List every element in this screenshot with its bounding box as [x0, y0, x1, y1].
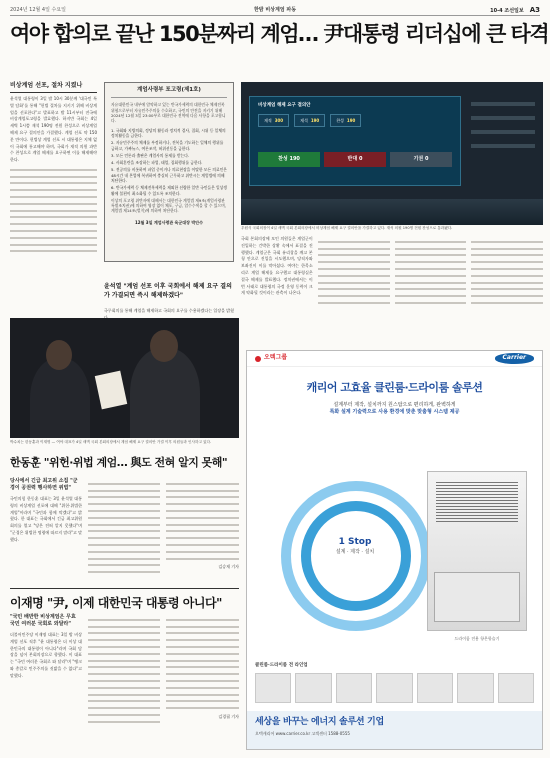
text-line — [88, 714, 160, 716]
text-line — [10, 237, 97, 239]
text-line — [88, 639, 160, 641]
text-line — [88, 660, 160, 662]
text-line — [318, 261, 390, 263]
text-line — [88, 551, 160, 553]
text-line — [166, 639, 239, 641]
stat-present: 재석 190 — [294, 114, 325, 127]
text-line — [471, 261, 543, 263]
middle-column — [318, 236, 390, 309]
text-line — [318, 288, 390, 290]
text-line — [10, 196, 97, 198]
decree-title: 계엄사령부 포고령(제1호) — [111, 87, 227, 98]
text-line — [318, 268, 390, 270]
middle-article-text: 국회 본회의장에 모인 의원들은 계엄군이 진입하는 긴박한 상황 속에서 표결을 진행했다. 계엄군은 국회 유리창을 깨고 본청 안으로 진입을 시도했으며, 당직자와 보좌진이 이를 막아섰다. 여야는 한목소리로 계엄 해제를 요구했고 대통령실은 결국 해제를 발표했다. 정치권에서는 이번 사태로 대통령의 국정 운영 동력이 크게 약화될 것이라는 관측이 나온다. — [241, 236, 313, 296]
one-stop-badge: 1 Stop 설계 · 제작 · 설치 — [323, 523, 387, 587]
one-stop-diagram — [271, 471, 441, 661]
text-line — [166, 680, 239, 682]
text-line — [395, 288, 467, 290]
text-line — [88, 673, 160, 675]
text-line — [88, 571, 160, 573]
text-line — [166, 503, 239, 505]
text-line — [166, 687, 239, 689]
text-line — [10, 210, 97, 212]
text-line — [88, 564, 160, 566]
text-line — [166, 551, 239, 553]
product-thumb — [457, 673, 493, 703]
text-line — [166, 673, 239, 675]
text-line — [88, 653, 160, 655]
ad-footer — [247, 711, 542, 749]
han-article-headline: 한동훈 "위헌·위법 계엄… 與도 전혀 알지 못해" — [10, 456, 228, 469]
text-line — [318, 282, 390, 284]
tally-abstain: 기권 0 — [390, 152, 452, 167]
text-line — [88, 619, 160, 621]
text-line — [10, 244, 97, 246]
text-line — [318, 295, 390, 297]
text-line — [166, 490, 239, 492]
ad-copy-line: 설계부터 제작, 설치까지 원스탑으로 편리하게, 완벽하게 — [333, 401, 456, 408]
text-line — [88, 510, 160, 512]
assembly-floor — [241, 199, 543, 225]
text-line — [88, 626, 160, 628]
text-line — [395, 275, 467, 277]
ad-brand: 오텍그룹 — [255, 354, 287, 362]
text-line — [88, 490, 160, 492]
text-line — [88, 544, 160, 546]
text-line — [166, 510, 239, 512]
product-thumb — [376, 673, 412, 703]
decree-item: 3. 모든 언론과 출판은 계엄사의 통제를 받는다. — [111, 152, 190, 158]
text-line — [88, 694, 160, 696]
text-line — [88, 483, 160, 485]
text-line — [88, 537, 160, 539]
han-lee-photo — [10, 318, 239, 438]
gallery-row — [471, 102, 535, 106]
han-article-subhead: 당사에서 긴급 최고위 소집 "군경이 공권력 행사하면 위법" — [10, 478, 78, 491]
paper-sheet — [95, 371, 128, 410]
text-line — [166, 537, 239, 539]
tally-no: 반대 0 — [324, 152, 386, 167]
product-thumb — [255, 673, 291, 703]
han-article-body: 국민의힘 한동훈 대표는 3일 윤석열 대통령의 비상계엄 선포에 대해 "위헌·위법한 계엄"이라며 "국민과 함께 막겠다"고 밝혔다. 한 대표는 국회에서 긴급 최고위원회의를 열고 "당은 전혀 알지 못했다"며 "군경은 위법한 명령에 따르지 말라"고 말했다. — [10, 496, 82, 542]
text-line — [10, 216, 97, 218]
text-line — [395, 295, 467, 297]
text-line — [166, 646, 239, 648]
tally-yes: 찬성 190 — [258, 152, 320, 167]
product-lineup — [255, 673, 534, 703]
product-thumb — [336, 673, 372, 703]
text-line — [88, 680, 160, 682]
person-head — [150, 330, 178, 362]
masthead-right — [363, 6, 540, 15]
vote-photo-caption: 우원식 국회의장이 4일 새벽 국회 본회의장에서 비상계엄 해제 요구 결의안을 가결하고 있다. 재석 의원 190명 전원 찬성으로 통과됐다. — [241, 226, 453, 230]
text-line — [318, 302, 390, 304]
text-line — [88, 530, 160, 532]
text-line — [471, 268, 543, 270]
text-line — [166, 496, 239, 498]
middle-article-columns — [241, 236, 543, 309]
ad-copy — [247, 402, 542, 416]
lee-article-col — [166, 614, 239, 721]
product-thumb — [295, 673, 331, 703]
text-line — [395, 248, 467, 250]
lee-byline: 김경필 기자 — [218, 713, 239, 719]
product-thumb — [498, 673, 534, 703]
left-subhead: 비상계엄 선포, 절차 지켰나 — [10, 82, 97, 93]
decree-signature: 12월 3일 계엄사령관 육군대장 박안수 — [134, 219, 203, 225]
ad-copy-line: 특화 설계 기술력으로 사용 환경에 맞춘 맞춤형 시스템 제공 — [329, 408, 460, 415]
text-line — [166, 626, 239, 628]
text-line — [88, 558, 160, 560]
vote-result-screen — [249, 96, 461, 186]
otec-logo-icon — [255, 356, 261, 362]
page-number: A3 — [529, 5, 541, 14]
text-line — [471, 282, 543, 284]
text-line — [471, 254, 543, 256]
text-line — [88, 687, 160, 689]
text-line — [88, 721, 160, 723]
text-line — [395, 268, 467, 270]
gallery-row — [471, 116, 535, 120]
text-line — [10, 250, 97, 252]
left-column — [10, 82, 97, 257]
gallery-row — [471, 130, 535, 134]
screen-title: 비상계엄 해제 요구 결의안 — [258, 103, 311, 108]
text-line — [166, 700, 239, 702]
text-line — [166, 660, 239, 662]
decree-item: 1. 국회와 지방의회, 정당의 활동과 정치적 결사, 집회, 시위 등 일체의 정치활동을 금한다. — [111, 127, 226, 138]
text-line — [88, 496, 160, 498]
yoon-quote: 윤석열 "계엄 선포 이후 국회에서 해제 요구 결의가 가결되면 즉시 해제하겠다" — [104, 283, 232, 299]
ad-title: 캐리어 고효율 클린룸·드라이룸 솔루션 — [306, 381, 483, 394]
text-line — [88, 517, 160, 519]
text-line — [395, 282, 467, 284]
text-line — [318, 275, 390, 277]
text-line — [166, 544, 239, 546]
quote-note: 국무회의를 통해 계엄을 해제하고 국회의 요구를 수용하겠다는 입장을 밝혔 — [104, 308, 234, 313]
han-article-col — [88, 478, 160, 578]
masthead-paper: 10-4 조선일보 — [490, 7, 524, 14]
text-line — [318, 254, 390, 256]
han-article-col — [166, 478, 239, 571]
person-figure — [30, 358, 90, 438]
decree-intro: 자유대한민국 내부에 암약하고 있는 반국가세력의 대한민국 체제전복 위협으로부터 자유민주주의를 수호하고, 국민의 안전을 지키기 위해 2024년 12월 3일 23:00부로 대한민국 전역에 다음 사항을 포고합니다. — [111, 102, 226, 124]
text-line — [10, 223, 97, 225]
screen-stats — [258, 114, 361, 127]
unit-panel — [434, 572, 520, 622]
ad-slogan: 세상을 바꾸는 에너지 솔루션 기업 — [255, 717, 384, 727]
lee-article-col — [88, 614, 160, 728]
text-line — [166, 530, 239, 532]
text-line — [395, 261, 467, 263]
text-line — [88, 646, 160, 648]
product-thumb — [417, 673, 453, 703]
middle-column — [471, 236, 543, 309]
decree-item: 5. 전공의를 비롯하여 파업 중이거나 의료현장을 이탈한 모든 의료인은 48시간 내 본업에 복귀하여 충실히 근무하고 위반시는 계엄법에 의해 처단한다. — [111, 167, 227, 183]
text-line — [88, 524, 160, 526]
ad-header — [247, 351, 542, 367]
carrier-logo: Carrier — [495, 353, 534, 363]
text-line — [471, 241, 543, 243]
text-line — [166, 524, 239, 526]
stat-yes: 찬성 190 — [330, 114, 361, 127]
text-line — [166, 517, 239, 519]
text-line — [88, 632, 160, 634]
text-line — [166, 653, 239, 655]
text-line — [166, 619, 239, 621]
dehumidifier-unit-image — [427, 471, 527, 631]
stat-registered: 재적 300 — [258, 114, 289, 127]
text-line — [10, 176, 97, 178]
text-line — [395, 241, 467, 243]
text-line — [88, 503, 160, 505]
text-line — [318, 248, 390, 250]
martial-law-decree-box — [104, 82, 234, 262]
han-article-sub-col — [10, 478, 82, 544]
carrier-advertisement — [246, 350, 543, 750]
text-line — [471, 302, 543, 304]
masthead-date: 2024년 12월 4일 수요일 — [10, 7, 67, 14]
unit-grill — [436, 482, 518, 522]
decree-item: 4. 사회혼란을 조장하는 파업, 태업, 집회행위를 금한다. — [111, 160, 203, 166]
han-photo-caption: 박수치는 한동훈과 이재명 — 여야 대표가 4일 새벽 국회 본회의장에서 계엄 해제 요구 결의안 가결 이후 의원들과 인사하고 있다. — [10, 440, 212, 444]
text-line — [10, 230, 97, 232]
decree-item: 2. 자유민주주의 체제를 부정하거나, 전복을 기도하는 일체의 행위를 금하고, 가짜뉴스, 여론조작, 허위선동을 금한다. — [111, 140, 224, 151]
text-line — [471, 248, 543, 250]
unit-caption: 드라이룸 전용 항온항습기 — [454, 636, 500, 641]
text-line — [10, 189, 97, 191]
left-body-continued — [10, 169, 97, 253]
lee-article-subhead: "국민 배반한 비상계엄은 무효 국민 여러분 국회로 와달라" — [10, 614, 76, 627]
han-byline: 김승재 기자 — [218, 564, 239, 570]
text-line — [88, 707, 160, 709]
main-headline: 여야 합의로 끝난 150분짜리 계엄… 尹대통령 리더십에 큰 타격 — [10, 22, 549, 46]
text-line — [88, 700, 160, 702]
lee-article-headline: 이재명 "尹, 이제 대한민국 대통령 아니다" — [10, 588, 239, 611]
text-line — [88, 666, 160, 668]
yoon-quote-block — [104, 282, 234, 322]
text-line — [471, 275, 543, 277]
masthead-section: 한밤 비상계엄 파동 — [253, 7, 297, 14]
vote-tally — [258, 152, 452, 167]
assembly-vote-photo — [241, 82, 543, 225]
middle-column — [395, 236, 467, 309]
decree-closing: 이상의 포고령 위반자에 대해서는 대한민국 계엄법 제9조(계엄사령관 특별조치권)에 의하여 영장 없이 체포, 구금, 압수수색을 할 수 있으며, 계엄법 제14조(벌칙)에 의하여 처단한다. — [111, 197, 226, 214]
gallery-row — [471, 144, 535, 148]
masthead — [10, 6, 540, 16]
text-line — [10, 169, 97, 171]
text-line — [166, 483, 239, 485]
text-line — [166, 558, 239, 560]
text-line — [395, 302, 467, 304]
lee-article-sub-col — [10, 614, 82, 680]
text-line — [10, 203, 97, 205]
text-line — [166, 694, 239, 696]
text-line — [471, 288, 543, 290]
text-line — [166, 666, 239, 668]
text-line — [166, 632, 239, 634]
left-body: 윤석열 대통령이 3일 밤 10시 30분께 '대국민 특별 담화'를 통해 "헌법 절차를 지키기 위해 비상계엄을 선포한다"고 발표하고 밤 11시부터 전국에 비상계엄포고령을 발효했다. 하지만 국회는 4일 새벽 1시쯤 재석 190명 전원 찬성으로 비상계엄 해제 요구 결의안을 가결했다. 계엄 선포 약 150분 만이다. 헌법상 계엄 선포 시 대통령은 지체 없이 국회에 통고해야 하며, 국회가 재적 의원 과반수 찬성으로 계엄 해제를 요구하면 이를 해제해야 한다. — [10, 96, 97, 163]
text-line — [395, 254, 467, 256]
lee-article-body: 더불어민주당 이재명 대표는 3일 밤 비상계엄 선포 직후 "윤 대통령은 더 이상 대한민국의 대통령이 아니다"라며 국회 담장을 넘어 본회의장으로 향했다. 이 대표는 "국민 여러분 국회로 와 달라"며 "탱크와 총칼로 민주주의를 짓밟을 수 없다"고 말했다. — [10, 632, 82, 678]
text-line — [318, 241, 390, 243]
text-line — [166, 707, 239, 709]
text-line — [10, 182, 97, 184]
ad-contact: 오텍캐리어 www.carrier.co.kr 고객센터 1588-0555 — [255, 731, 350, 737]
person-head — [46, 340, 72, 370]
text-line — [471, 295, 543, 297]
products-title: 클린룸·드라이룸 전 라인업 — [255, 663, 308, 668]
decree-item: 6. 반국가세력 등 체제전복세력을 제외한 선량한 일반 국민들은 일상생활에 불편이 최소화될 수 있도록 조치한다. — [111, 185, 227, 196]
